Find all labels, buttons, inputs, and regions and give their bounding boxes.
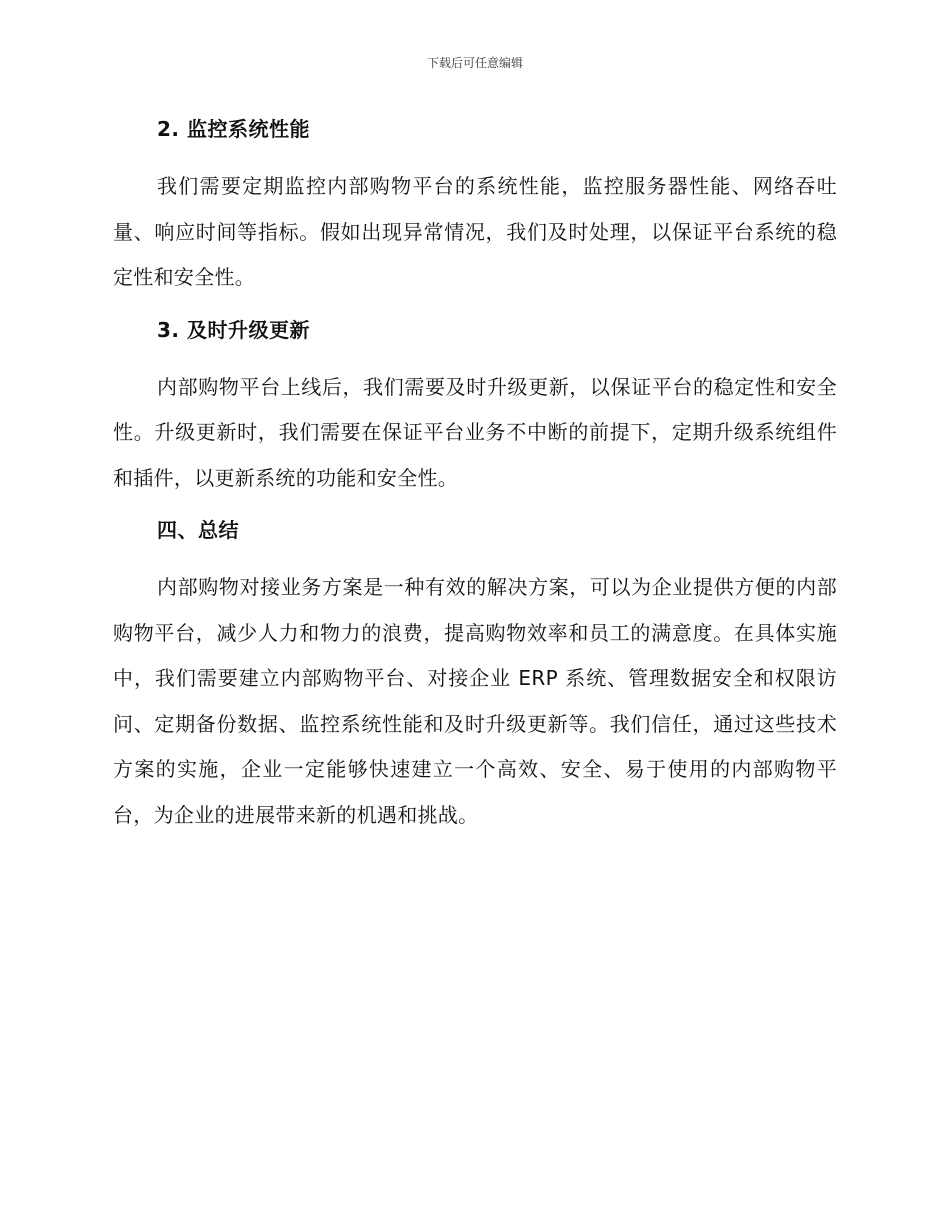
section-paragraph-monitor-performance: 我们需要定期监控内部购物平台的系统性能，监控服务器性能、网络吞吐量、响应时间等指标。假如出现异常情况，我们及时处理，以保证平台系统的稳定性和安全性。 bbox=[113, 174, 837, 289]
page-header: 下载后可任意编辑 bbox=[426, 56, 523, 70]
section-heading-monitor-performance: 2. 监控系统性能 bbox=[157, 117, 310, 141]
section-paragraph-timely-upgrade: 内部购物平台上线后，我们需要及时升级更新，以保证平台的稳定性和安全性。升级更新时，我们需要在保证平台业务不中断的前提下，定期升级系统组件和插件，以更新系统的功能和安全性。 bbox=[113, 374, 837, 490]
section-paragraph-summary: 内部购物对接业务方案是一种有效的解决方案，可以为企业提供方便的内部购物平台，减少人力和物力的浪费，提高购物效率和员工的满意度。在具体实施中，我们需要建立内部购物平台、对接企业 ERP 系统、管理数据安全和权限访问、定期备份数据、监控系统性能和及时升级更新等。我们信任，通过这些技术方案的实施，企业一定能够快速建立一个高效、安全、易于使用的内部购物平台，为企业的进展带来新的机遇和挑战。 bbox=[113, 575, 837, 827]
section-heading-timely-upgrade: 3. 及时升级更新 bbox=[157, 317, 310, 342]
section-heading-summary: 四、总结 bbox=[157, 518, 239, 542]
document-body bbox=[113, 112, 837, 850]
